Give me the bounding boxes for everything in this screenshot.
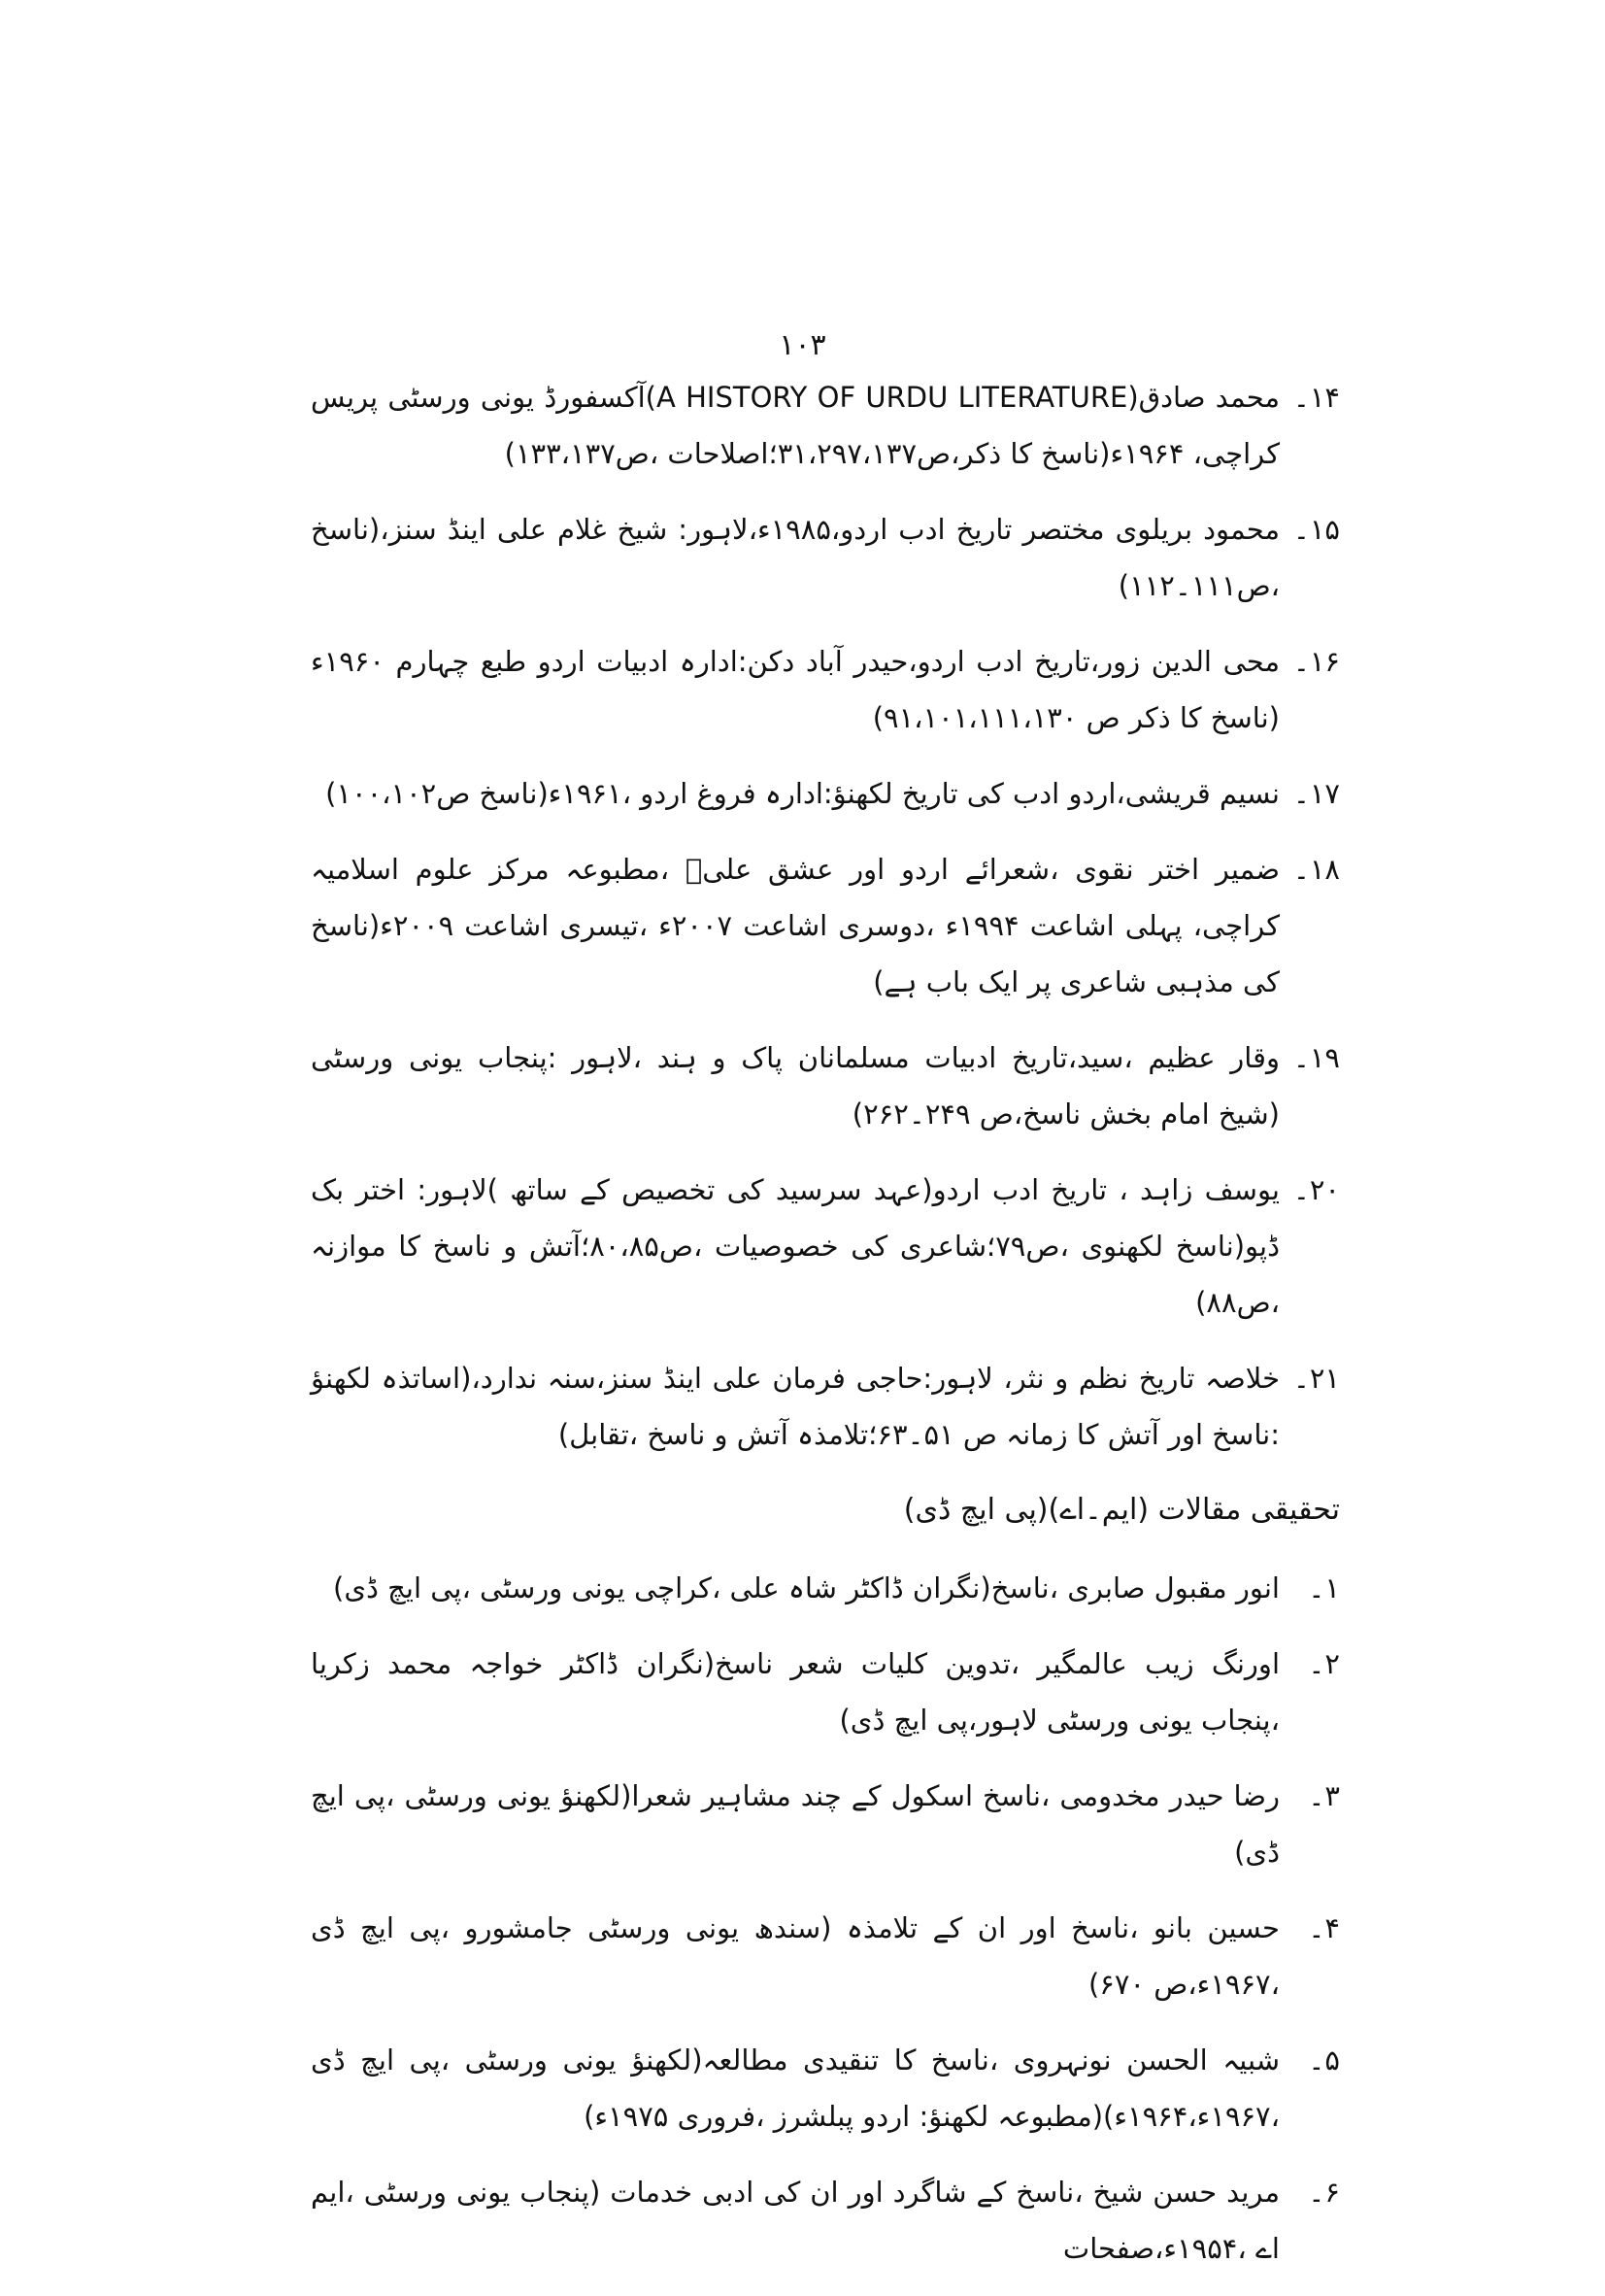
entry-number: ۲۱۔ xyxy=(1292,1362,1340,1395)
entry-number: ۶۔ xyxy=(1308,2176,1340,2209)
bibliography-text xyxy=(311,369,1340,2296)
entry-text: انور مقبول صابری ،ناسخ(نگران ڈاکٹر شاہ علی ،کراچی یونی ورسٹی ،پی ایچ ڈی) xyxy=(333,1571,1280,1604)
english-title: A HISTORY OF URDU LITERATURE xyxy=(656,381,1128,414)
section-heading: تحقیقی مقالات (ایم۔اے)(پی ایچ ڈی) xyxy=(903,1493,1340,1527)
thesis-entry-2 xyxy=(311,1636,1340,1748)
reference-entry-16 xyxy=(311,633,1340,746)
entry-number: ۳۔ xyxy=(1308,1779,1340,1812)
entry-text-after: )آکسفورڈ یونی ورسٹی پریس کراچی، ۱۹۶۴ء(ناسخ کا ذکر،ص۳۱،۲۹۷،۱۳۷؛اصلاحات ،ص۱۳۳،۱۳۷) xyxy=(311,381,1280,470)
entry-text xyxy=(311,369,1280,482)
entry-text: رضا حیدر مخدومی ،ناسخ اسکول کے چند مشاہیر شعرا(لکھنؤ یونی ورسٹی ،پی ایچ ڈی) xyxy=(311,1779,1280,1869)
entry-number: ۱۸۔ xyxy=(1292,853,1340,886)
entry-number: ۲۰۔ xyxy=(1292,1173,1340,1206)
entry-text: یوسف زاہد ، تاریخ ادب اردو(عہد سرسید کی تخصیص کے ساتھ )لاہور: اختر بک ڈپو(ناسخ لکھنوی ،ص۷۹؛شاعری کی خصوصیات ،ص۸۰،۸۵؛آتش و ناسخ کا موازنہ ،ص۸۸) xyxy=(311,1173,1281,1319)
entry-number: ۱۴۔ xyxy=(1292,381,1340,414)
reference-entry-20 xyxy=(311,1162,1340,1331)
reference-entry-15 xyxy=(311,501,1340,614)
entry-number: ۵۔ xyxy=(1308,2043,1340,2077)
entry-text: شبیہ الحسن نونہروی ،ناسخ کا تنقیدی مطالعہ(لکھنؤ یونی ورسٹی ،پی ایچ ڈی ،۱۹۶۷ء،۱۹۶۴ء)(مطبوعہ لکھنؤ: اردو پبلشرز ،فروری ۱۹۷۵ء) xyxy=(311,2043,1280,2133)
entry-number: ۱۹۔ xyxy=(1292,1041,1340,1074)
reference-entry-18 xyxy=(311,841,1340,1010)
entry-text: اورنگ زیب عالمگیر ،تدوین کلیات شعر ناسخ(نگران ڈاکٹر خواجہ محمد زکریا ،پنجاب یونی ورسٹی لاہور،پی ایچ ڈی) xyxy=(311,1647,1280,1737)
thesis-entry-6 xyxy=(311,2164,1340,2277)
reference-entry-17 xyxy=(311,765,1340,822)
entry-text: محی الدین زور،تاریخ ادب اردو،حیدر آباد دکن:ادارہ ادبیات اردو طبع چہارم ۱۹۶۰ء (ناسخ کا ذکر ص ۹۱،۱۰۱،۱۱۱،۱۳۰) xyxy=(311,645,1280,734)
reference-entry-14 xyxy=(311,369,1340,482)
reference-entry-21 xyxy=(311,1350,1340,1463)
entry-text: وقار عظیم ،سید،تاریخ ادبیات مسلمانان پاک و ہند ،لاہور :پنجاب یونی ورسٹی (شیخ امام بخش ناسخ،ص ۲۴۹۔۲۶۲) xyxy=(311,1041,1280,1131)
entry-text: نسیم قریشی،اردو ادب کی تاریخ لکھنؤ:ادارہ فروغ اردو ،۱۹۶۱ء(ناسخ ص۱۰۰،۱۰۲) xyxy=(325,777,1280,810)
entry-number: ۴۔ xyxy=(1308,1911,1340,1944)
thesis-entry-4 xyxy=(311,1900,1340,2012)
entry-text: خلاصہ تاریخ نظم و نثر، لاہور:حاجی فرمان علی اینڈ سنز،سنہ ندارد،(اساتذہ لکھنؤ :ناسخ اور آتش کا زمانہ ص ۵۱۔۶۳؛تلامذہ آتش و ناسخ ،تقابل) xyxy=(311,1362,1280,1451)
entry-text: ضمیر اختر نقوی ،شعرائے اردو اور عشق علیؑ ،مطبوعہ مرکز علوم اسلامیہ کراچی، پہلی اشاعت ۱۹۹۴ء ،دوسری اشاعت ۲۰۰۷ء ،تیسری اشاعت ۲۰۰۹ء(ناسخ کی مذہبی شاعری پر ایک باب ہے) xyxy=(311,853,1280,998)
entry-number: ۱۔ xyxy=(1308,1571,1340,1604)
entry-number: ۲۔ xyxy=(1308,1647,1340,1680)
entry-number: ۱۷۔ xyxy=(1292,777,1340,810)
thesis-entry-3 xyxy=(311,1768,1340,1880)
thesis-entry-5 xyxy=(311,2032,1340,2144)
entry-number: ۱۶۔ xyxy=(1292,645,1340,678)
entry-number: ۱۵۔ xyxy=(1292,513,1340,546)
entry-text: حسین بانو ،ناسخ اور ان کے تلامذہ (سندھ یونی ورسٹی جامشورو ،پی ایچ ڈی ،۱۹۶۷ء،ص ۶۷۰) xyxy=(311,1911,1280,2001)
entry-text: مرید حسن شیخ ،ناسخ کے شاگرد اور ان کی ادبی خدمات (پنجاب یونی ورسٹی ،ایم اے ،۱۹۵۴ء،صفحات xyxy=(311,2176,1280,2265)
entry-text: محمود بریلوی مختصر تاریخ ادب اردو،۱۹۸۵ء،لاہور: شیخ غلام علی اینڈ سنز،(ناسخ ،ص۱۱۱۔۱۱۲) xyxy=(311,513,1280,602)
reference-entry-19 xyxy=(311,1030,1340,1142)
thesis-entry-1 xyxy=(311,1560,1340,1616)
entry-text-before: محمد صادق( xyxy=(1127,381,1280,414)
page-number: ۱۰۳ xyxy=(779,328,826,362)
